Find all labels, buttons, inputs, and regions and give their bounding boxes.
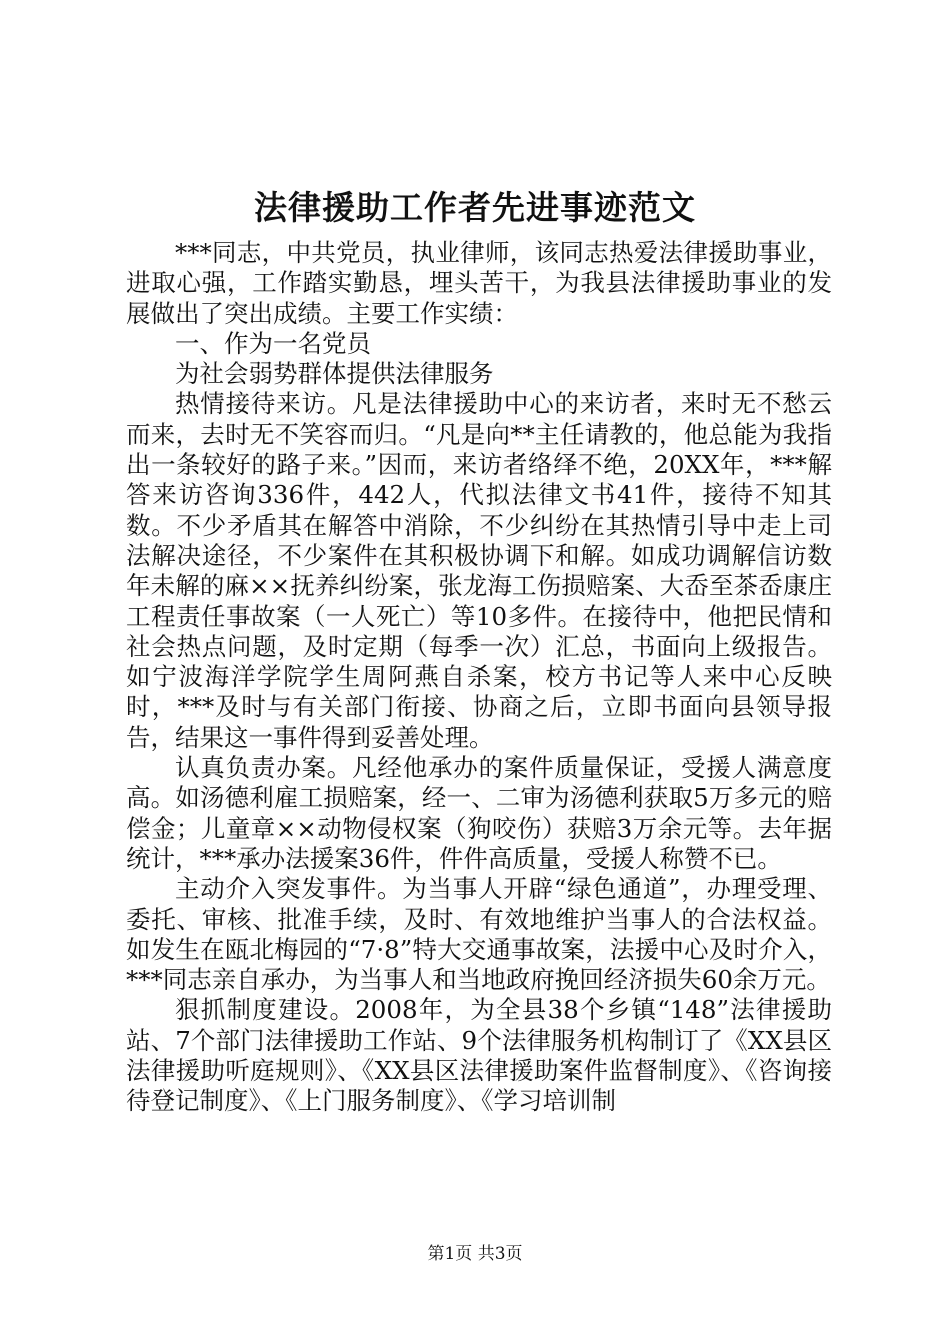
paragraph-heading-1: 一、作为一名党员 <box>175 328 371 358</box>
paragraph-heading-2: 为社会弱势群体提供法律服务 <box>175 359 494 389</box>
paragraph-system-building: 狠抓制度建设。2008年，为全县38个乡镇“148”法律援助站、7个部门法律援助工作站、9个法律服务机构制订了《XX县区法律援助听庭规则》、《XX县区法律援助案件监督制度》、《咨询接待登记制度》、《上门服务制度》、《学习培训制 <box>126 995 832 1116</box>
paragraph-intro: ***同志，中共党员，执业律师，该同志热爱法律援助事业，进取心强，工作踏实勤恳，埋头苦干，为我县法律援助事业的发展做出了突出成绩。主要工作实绩： <box>126 238 832 328</box>
document-title: 法律援助工作者先进事迹范文 <box>254 188 696 227</box>
document-body <box>126 238 832 1117</box>
page-number-footer: 第1页 共3页 <box>427 1244 523 1264</box>
paragraph-reception: 热情接待来访。凡是法律援助中心的来访者，来时无不愁云而来，去时无不笑容而归。“凡是向**主任请教的，他总能为我指出一条较好的路子来。”因而，来访者络绎不绝，20XX年，***解答来访咨询336件，442人，代拟法律文书41件，接待不知其数。不少矛盾其在解答中消除，不少纠纷在其热情引导中走上司法解决途径，不少案件在其积极协调下和解。如成功调解信访数年未解的麻××抚养纠纷案，张龙海工伤损赔案、大岙至茶岙康庄工程责任事故案（一人死亡）等10多件。在接待中，他把民情和社会热点问题，及时定期（每季一次）汇总，书面向上级报告。如宁波海洋学院学生周阿燕自杀案，校方书记等人来中心反映时，***及时与有关部门衔接、协商之后，立即书面向县领导报告，结果这一事件得到妥善处理。 <box>126 389 832 752</box>
paragraph-case-handling: 认真负责办案。凡经他承办的案件质量保证，受援人满意度高。如汤德利雇工损赔案，经一、二审为汤德利获取5万多元的赔偿金；儿童章××动物侵权案（狗咬伤）获赔3万余元等。去年据统计，***承办法援案36件，件件高质量，受援人称赞不已。 <box>126 753 832 873</box>
paragraph-emergency: 主动介入突发事件。为当事人开辟“绿色通道”，办理受理、委托、审核、批准手续，及时、有效地维护当事人的合法权益。如发生在瓯北梅园的“7·8”特大交通事故案，法援中心及时介入，***同志亲自承办，为当事人和当地政府挽回经济损失60余万元。 <box>126 874 832 995</box>
